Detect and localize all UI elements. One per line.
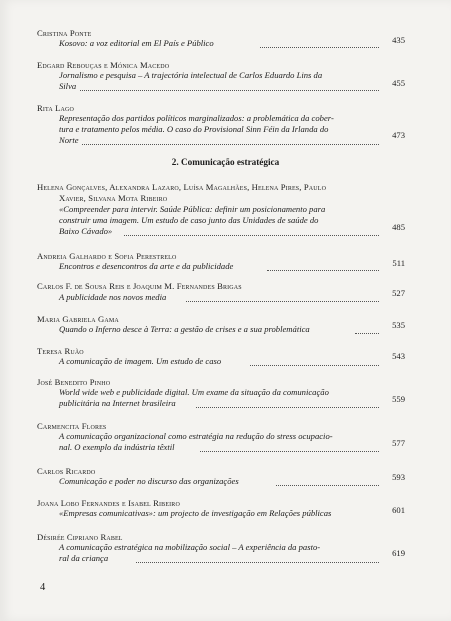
dot-leader <box>196 407 379 408</box>
entry-page: 435 <box>392 35 405 45</box>
dot-leader <box>136 562 379 563</box>
entry-author: Désirée Cipriano Rabel <box>37 532 123 542</box>
dot-leader <box>355 333 379 334</box>
entry-title: publicitária na Internet brasileira <box>59 398 176 408</box>
entry-page: 577 <box>392 438 405 448</box>
entry-title: ral da criança <box>59 553 109 563</box>
entry-page: 543 <box>392 351 405 361</box>
entry-author: Edgard Rebouças e Mónica Macedo <box>37 60 170 70</box>
entry-title: Encontros e desencontros da arte e da publicidade <box>59 261 234 271</box>
entry-page: 593 <box>392 472 405 482</box>
entry-title: tura e tratamento pelos média. O caso do Provisional Sinn Féin da Irlanda do <box>59 124 329 134</box>
entry-title: A publicidade nos novos media <box>59 292 167 302</box>
section-heading: 2. Comunicação estratégica <box>171 157 280 167</box>
entry-title: «Compreender para intervir. Saúde Pública: definir um posicionamento para <box>59 204 326 214</box>
entry-title: construir uma imagem. Um estudo de caso junto das Unidades de saúde do <box>59 215 319 225</box>
entry-title: A comunicação de imagem. Um estudo de caso <box>59 356 222 366</box>
entry-page: 535 <box>392 320 405 330</box>
entry-page: 527 <box>392 288 405 298</box>
entry-title: Comunicação e poder no discurso das organizações <box>59 476 239 486</box>
entry-title: Norte <box>59 135 79 145</box>
page-number: 4 <box>40 582 46 593</box>
entry-author: Cristina Ponte <box>37 28 92 38</box>
entry-title: Quando o Inferno desce à Terra: a gestão de crises e a sua problemática <box>59 324 310 334</box>
dot-leader <box>250 365 379 366</box>
dot-leader <box>80 90 379 91</box>
entry-author: Teresa Ruão <box>37 346 84 356</box>
entry-title: Silva <box>59 81 77 91</box>
entry-author: Xavier, Silvana Mota Ribeiro <box>59 193 168 203</box>
entry-author: Helena Gonçalves, Alexandra Lazaro, Luísa Magalhães, Helena Pires, Paulo <box>37 182 327 192</box>
entry-title: A comunicação estratégica na mobilização social – A experiência da pasto- <box>59 542 321 552</box>
entry-title: A comunicação organizacional como estratégia na redução do stress ocupacio- <box>59 431 333 441</box>
entry-title: nal. O exemplo da indústria têxtil <box>59 442 175 452</box>
entry-title <box>59 38 214 48</box>
entry-title: Jornalismo e pesquisa – A trajectória intelectual de Carlos Eduardo Lins da <box>59 70 323 80</box>
entry-author: José Benedito Pinho <box>37 377 111 387</box>
entry-author: Andreia Galhardo e Sofia Perestrelo <box>37 251 177 261</box>
entry-author: Carmencita Flores <box>37 421 107 431</box>
dot-leader <box>186 301 379 302</box>
entry-page: 601 <box>392 505 405 515</box>
dot-leader <box>267 270 379 271</box>
entry-page: 559 <box>392 394 405 404</box>
dot-leader <box>82 144 379 145</box>
dot-leader <box>200 451 379 452</box>
entry-author: Joana Lobo Fernandes e Isabel Ribeiro <box>37 498 180 508</box>
entry-title: Baixo Cávado» <box>59 226 113 236</box>
entry-title: «Empresas comunicativas»: um projecto de investigação em Relações públicas <box>59 508 332 518</box>
entry-page: 473 <box>392 130 405 140</box>
dot-leader <box>260 47 379 48</box>
entry-author: Maria Gabriela Gama <box>37 314 119 324</box>
dot-leader <box>276 485 379 486</box>
entry-author: Carlos F. de Sousa Reis e Joaquim M. Fernandes Brigas <box>37 281 242 291</box>
entry-page: 619 <box>392 548 405 558</box>
entry-title: World wide web e publicidade digital. Um exame da situação da comunicação <box>59 387 329 397</box>
entry-page: 485 <box>392 222 405 232</box>
entry-author: Carlos Ricardo <box>37 466 96 476</box>
entry-page: 511 <box>392 258 405 268</box>
entry-page: 455 <box>392 78 405 88</box>
entry-title: Representação dos partidos políticos marginalizados: a problemática da cober- <box>59 113 334 123</box>
entry-author: Rita Lago <box>37 103 74 113</box>
dot-leader <box>124 235 379 236</box>
entry-title-text: Kosovo: a voz editorial em El País e Público <box>59 38 214 48</box>
